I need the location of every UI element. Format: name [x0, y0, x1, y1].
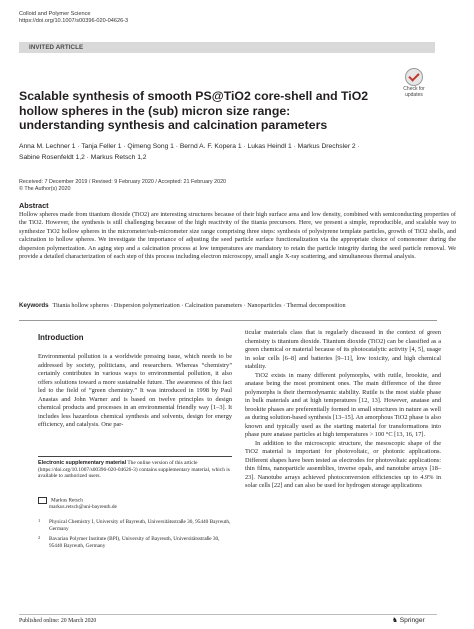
abstract-heading: Abstract [19, 201, 49, 210]
abstract-text: Hollow spheres made from titanium dioxide (TiO2) are interesting structures because of their high surface area and low density, combined with semiconducting properties of the TiO2. However, the synthesis is still challenging because of the high reactivity of the titania precursors. Here, we present a simple, reproducible, and scalable way to synthesize TiO2 hollow spheres in the micrometer/sub-micrometer size range comprising three steps: synthesis of polystyrene template particles, growth of TiO2 shells, and calcination to hollow spheres. We investigate the importance of adjusting the seed particle surface functionalization via the appropriate choice of comonomer during the dispersion polymerization. An aging step and a calcination process at low temperatures are mandatory to retain the particle integrity during the seed particle removal. We provide a detailed characterization of each step of this process including electron microscopy, small angle X-ray scattering, and simultaneous thermal analysis. [19, 211, 456, 261]
section-divider [19, 320, 437, 321]
affiliation-item: 2 Bavarian Polymer Institute (BPI), University of Bayreuth, Universitätsstraße 30, 95440 Bayreuth, Germany [38, 535, 220, 549]
intro-paragraph: TiO2 exists in many different polymorphs, with rutile, brookite, and anatase being the most prominent ones. The main difference of the three polymorphs is their thermodynamic stability. Rutile is the most stable phase in bulk materials and at high temperatures [12, 13]. However, anatase and brookite phases are preferentially formed in small structures in nature as well as during solution-based synthesis [13–15]. An amorphous TiO2 phase is also known and typically used as the starting material for transformations into phase pure anatase particles at high temperatures > 100 °C [13, 16, 17]. [245, 371, 441, 439]
springer-horse-icon: ♞ [392, 617, 398, 624]
correspondent-email[interactable]: markus.retsch@uni-bayreuth.de [49, 504, 117, 511]
correspondence [38, 497, 232, 511]
keywords-line [19, 302, 456, 310]
intro-left-column: Environmental pollution is a worldwide pressing issue, which needs to be addressed by society, politicians, and researchers. Whereas “chemistry” certainly contributes in various ways to environmental pollution, it also offers solutions toward a more sustainable future. The awareness of this fact led to the field of “green chemistry.” It was introduced in 1998 by Paul Anastas and John Warner and is based on twelve principles to design chemical products and processes in an environmental friendly way [1–3]. It includes less hazardous chemical synthesis and solvents, design for energy efficiency, and catalysis. One par- [38, 353, 232, 429]
envelope-icon [38, 497, 47, 504]
intro-heading: Introduction [38, 333, 84, 342]
article-title: Scalable synthesis of smooth PS@TiO2 core-shell and TiO2 hollow spheres in the (sub) micron size range: understanding synthesis and calcination parameters [19, 89, 369, 133]
esm-label: Electronic supplementary material [38, 460, 127, 466]
esm-text: The online version of this article (https://doi.org/10.1007/s00396-020-04626-3) contains supplementary material, which is available to authorized users. [38, 460, 230, 479]
keywords-label: Keywords [19, 302, 49, 309]
check-updates-label: Check for updates [403, 86, 425, 98]
keywords-text: Titania hollow spheres · Dispersion polymerization · Calcination parameters · Nanoparticles · Thermal decomposition [52, 302, 346, 309]
copyright-line: © The Author(s) 2020 [19, 186, 71, 193]
published-date: Published online: 20 March 2020 [19, 618, 97, 624]
intro-paragraph: In addition to the microscopic structure, the mesoscopic shape of the TiO2 material is important for photovoltaic, or photonic applications. Different shapes have been tested as electrodes for photovoltaic applications: thin films, nanoparticle assemblies, inverse opals, and nanotube arrays [18–23]. Nanotube arrays achieved photoconversion efficiencies up to 4.9% in solar cells [22] and can also be used for hydrogen storage applications [245, 439, 441, 490]
publisher-logo [392, 616, 425, 624]
journal-header [19, 11, 128, 25]
esm-note [38, 460, 232, 480]
author-list [19, 141, 439, 163]
journal-name: Colloid and Polymer Science [19, 11, 91, 17]
affiliation-item: 1 Physical Chemistry I, University of Bayreuth, Universitätsstraße 30, 95440 Bayreuth, Germany [38, 518, 231, 532]
journal-doi[interactable]: https://doi.org/10.1007/s00396-020-04626-3 [19, 18, 129, 24]
author-line: Sabine Rosenfeldt 1,2 · Markus Retsch 1,2 [19, 154, 147, 161]
article-type-banner [19, 42, 435, 53]
check-for-updates-button[interactable] [392, 68, 436, 100]
article-type-label: INVITED ARTICLE [29, 43, 84, 51]
article-dates [19, 179, 439, 193]
author-line: Anna M. Lechner 1 · Tanja Feller 1 · Qimeng Song 1 · Bernd A. F. Kopera 1 · Lukas Heindl 1 · Markus Drechsler 2 · [19, 143, 360, 150]
intro-right-column [245, 329, 441, 491]
footnote-divider [38, 456, 232, 457]
publisher-name: Springer [399, 617, 425, 624]
footer-divider [19, 614, 437, 615]
article-history: Received: 7 December 2019 / Revised: 9 February 2020 / Accepted: 21 February 2020 [19, 179, 227, 185]
check-updates-icon [405, 68, 423, 86]
correspondent-name: Markus Retsch [51, 497, 83, 504]
intro-paragraph: ticular materials class that is regularly discussed in the context of green chemistry is titanium dioxide. Titanium dioxide (TiO2) can be classified as a green chemical or material because of its photocatalytic activity [4, 5], usage in solar cells [6–8] and batteries [9–11], low toxicity, and high chemical stability. [245, 329, 441, 371]
